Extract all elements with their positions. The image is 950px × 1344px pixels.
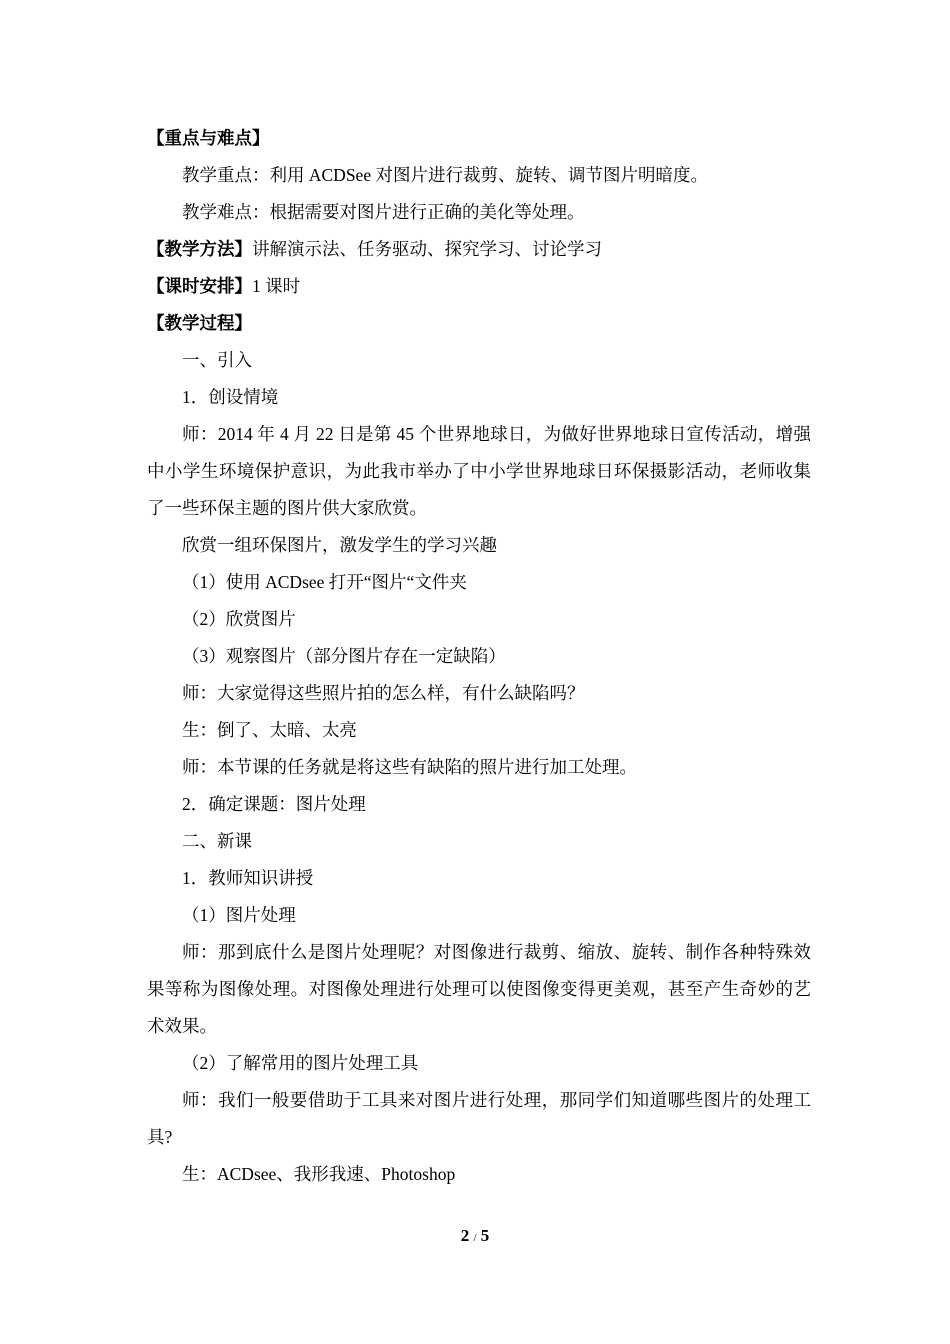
list-line: 生：ACDsee、我形我速、Photoshop [182,1164,456,1184]
list-line: 1．教师知识讲授 [182,868,314,888]
page-content [147,120,811,1193]
difficulty-text: 教学难点：根据需要对图片进行正确的美化等处理。 [182,202,585,222]
list-line: 2．确定课题：图片处理 [182,794,366,814]
list-line: 生：倒了、太暗、太亮 [182,720,357,740]
paragraph-earth-day: 师：2014 年 4 月 22 日是第 45 个世界地球日，为做好世界地球日宣传活动，增强中小学生环境保护意识，为此我市举办了中小学世界地球日环保摄影活动，老师收集了一些环保主题的图片供大家欣赏。 [147,424,811,518]
schedule-heading: 【课时安排】 [147,276,252,296]
page-total: 5 [480,1226,490,1245]
paragraph-image-processing: 师：那到底什么是图片处理呢？对图像进行裁剪、缩放、旋转、制作各种特殊效果等称为图像处理。对图像处理进行处理可以使图像变得更美观，甚至产生奇妙的艺术效果。 [147,942,811,1036]
key-point-text: 教学重点：利用 ACDSee 对图片进行裁剪、旋转、调节图片明暗度。 [182,165,708,185]
list-line: （3）观察图片（部分图片存在一定缺陷） [182,646,506,666]
list-line: （2）欣赏图片 [182,609,296,629]
section-intro: 一、引入 [182,350,252,370]
page-separator: / [473,1232,477,1244]
schedule-text: 1 课时 [252,276,301,296]
focus-heading: 【重点与难点】 [147,128,270,148]
list-line: （2）了解常用的图片处理工具 [182,1053,419,1073]
create-scene: 1．创设情境 [182,387,279,407]
list-line: 二、新课 [182,831,252,851]
list-line: （1）图片处理 [182,905,296,925]
list-line: 欣赏一组环保图片，激发学生的学习兴趣 [182,535,497,555]
method-text: 讲解演示法、任务驱动、探究学习、讨论学习 [252,239,602,259]
list-line: （1）使用 ACDsee 打开“图片“文件夹 [182,572,467,592]
process-heading: 【教学过程】 [147,313,252,333]
method-heading: 【教学方法】 [147,239,252,259]
page-number [0,1226,950,1246]
list-line: 师：大家觉得这些照片拍的怎么样，有什么缺陷吗？ [182,683,585,703]
page-current: 2 [460,1226,470,1245]
paragraph-tools: 师：我们一般要借助于工具来对图片进行处理，那同学们知道哪些图片的处理工具? [147,1090,811,1147]
schedule-line [147,268,811,305]
method-line [147,231,811,268]
list-line: 师：本节课的任务就是将这些有缺陷的照片进行加工处理。 [182,757,637,777]
